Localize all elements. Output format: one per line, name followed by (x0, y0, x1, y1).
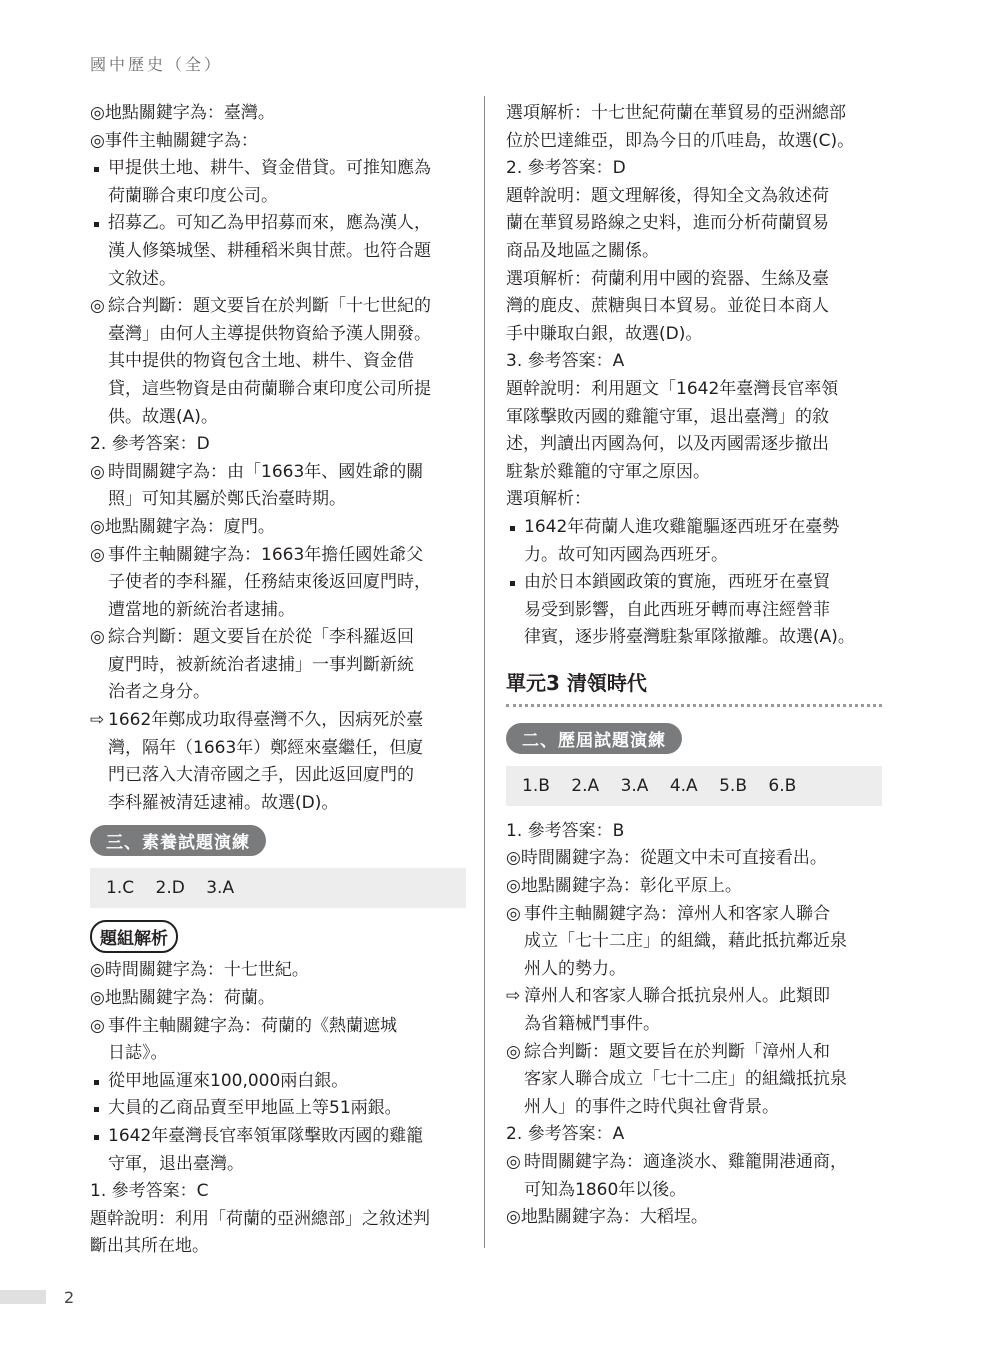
stem-explanation: 題幹說明：利用題文「1642年臺灣長官率領 (506, 378, 839, 399)
bullet-item: 甲提供土地、耕牛、資金借貸。可推知應為 荷蘭聯合東印度公司。 (90, 155, 466, 210)
running-header: 國中歷史（全） (90, 55, 224, 74)
stem-explanation: 蘭在華貿易路線之史料，進而分析荷蘭貿易 (506, 213, 829, 234)
dotted-divider (506, 704, 882, 707)
bullet-icon (94, 1107, 99, 1112)
place-keyword: ◎地點關鍵字為：彰化平原上。 (506, 876, 742, 897)
time-keyword: ◎時間關鍵字為：十七世紀。 (90, 960, 309, 981)
stem-explanation: 軍隊擊敗丙國的雞籠守軍，退出臺灣」的敘 (506, 406, 829, 427)
circle-mark-icon: ◎ (506, 1152, 521, 1172)
right-column (506, 100, 882, 1232)
bullet-icon (94, 1135, 99, 1140)
bullet-item: 由於日本鎖國政策的實施，西班牙在臺貿 易受到影響，自此西班牙轉而專注經營菲 律賓，逐步將臺灣駐紮軍隊撤離。故選(A)。 (506, 569, 882, 652)
answer-key-item: 5.B (719, 775, 747, 796)
group-analysis-title: 題組解析 (90, 920, 178, 953)
answer-heading: 3. 參考答案：A (506, 351, 625, 372)
bullet-icon (94, 222, 99, 227)
time-keyword: ◎ 時間關鍵字為：由「1663年、國姓爺的關 照」可知其屬於鄭氏治臺時期。 (90, 459, 466, 514)
place-keyword: ◎地點關鍵字為：荷蘭。 (90, 988, 275, 1009)
bullet-icon (94, 1080, 99, 1085)
left-column (90, 100, 466, 1261)
page-number-bar (0, 1290, 46, 1304)
place-keyword: ◎地點關鍵字為：大稻埕。 (506, 1207, 708, 1228)
note-item: ⇨ 1662年鄭成功取得臺灣不久，因病死於臺 灣，隔年（1663年）鄭經來臺繼任，但廈 門已落入大清帝國之手，因此返回廈門的 李科羅被清廷逮補。故選(D)。 (90, 707, 466, 817)
option-analysis: 位於巴達維亞，即為今日的爪哇島，故選(C)。 (506, 130, 855, 151)
answer-key-item: 6.B (768, 775, 797, 796)
column-divider (484, 96, 485, 1248)
bullet-icon (510, 526, 515, 531)
stem-explanation: 題幹說明：題文理解後，得知全文為敘述荷 (506, 185, 829, 206)
option-analysis: 選項解析：荷蘭利用中國的瓷器、生絲及臺 (506, 268, 829, 289)
circle-mark-icon: ◎ (90, 296, 105, 317)
circle-mark-icon: ◎ (90, 1015, 105, 1036)
event-keyword: ◎ 事件主軸關鍵字為：1663年擔任國姓爺父 子使者的李科羅，任務結束後返回廈門時， 遭當地的新統治者逮捕。 (90, 542, 466, 625)
circle-mark-icon: ◎ (90, 461, 105, 482)
stem-explanation: 題幹說明：利用「荷蘭的亞洲總部」之敘述判 (90, 1208, 430, 1229)
bullet-item: 1642年荷蘭人進攻雞籠驅逐西班牙在臺勢 力。故可知丙國為西班牙。 (506, 514, 882, 569)
event-keyword: ◎事件主軸關鍵字為： (90, 130, 258, 151)
answer-heading: 2. 參考答案：D (90, 434, 210, 455)
option-analysis: 選項解析：十七世紀荷蘭在華貿易的亞洲總部 (506, 103, 846, 123)
place-keyword: ◎地點關鍵字為：廈門。 (90, 516, 275, 537)
summary-judgment: ◎ 綜合判斷：題文要旨在於判斷「漳州人和 客家人聯合成立「七十二庄」的組織抵抗泉 州人」的事件之時代與社會背景。 (506, 1039, 882, 1122)
answer-heading: 1. 參考答案：B (506, 820, 625, 841)
answer-key-item: 2.D (155, 878, 185, 899)
answer-heading: 2. 參考答案：D (506, 158, 626, 179)
section-title: 二、歷屆試題演練 (506, 723, 682, 754)
arrow-right-icon: ⇨ (506, 986, 521, 1007)
stem-explanation: 述，判讀出丙國為何，以及丙國需逐步撤出 (506, 434, 829, 455)
bullet-icon (510, 581, 515, 586)
answer-key-box (90, 868, 466, 908)
circle-mark-icon: ◎ (506, 903, 521, 924)
answer-key-box (506, 766, 882, 806)
answer-key-item: 3.A (206, 878, 235, 899)
option-analysis: 手中賺取白銀，故選(D)。 (506, 323, 703, 344)
summary-judgment: ◎ 綜合判斷：題文要旨在於從「李科羅返回 廈門時，被新統治者逮捕」一事判斷新統 治者之身分。 (90, 624, 466, 707)
summary-judgment: ◎ 綜合判斷：題文要旨在於判斷「十七世紀的 臺灣」由何人主導提供物資給予漢人開發。 其中提供的物資包含土地、耕牛、資金借 貸，這些物資是由荷蘭聯合東印度公司所提 供。故選(A)。 (90, 293, 466, 431)
event-keyword: ◎ 事件主軸關鍵字為：漳州人和客家人聯合 成立「七十二庄」的組織，藉此抵抗鄰近泉 州人的勢力。 (506, 901, 882, 984)
answer-key-item: 3.A (620, 775, 649, 796)
circle-mark-icon: ◎ (90, 544, 105, 565)
place-keyword: ◎地點關鍵字為：臺灣。 (90, 103, 275, 123)
time-keyword: ◎ 時間關鍵字為：適逢淡水、雞籠開港通商， 可知為1860年以後。 (506, 1149, 882, 1204)
option-analysis: 選項解析： (506, 489, 591, 510)
note-item: ⇨ 漳州人和客家人聯合抵抗泉州人。此類即 為省籍械鬥事件。 (506, 983, 882, 1038)
time-keyword: ◎時間關鍵字為：從題文中未可直接看出。 (506, 848, 827, 869)
bullet-icon (94, 167, 99, 172)
answer-key-item: 4.A (669, 775, 698, 796)
arrow-right-icon: ⇨ (90, 710, 105, 731)
bullet-item: 1642年臺灣長官率領軍隊擊敗丙國的雞籠 守軍，退出臺灣。 (90, 1123, 466, 1178)
page-number: 2 (64, 1288, 75, 1307)
option-analysis: 灣的鹿皮、蔗糖與日本貿易。並從日本商人 (506, 296, 829, 317)
bullet-item: 從甲地區運來100,000兩白銀。 (90, 1068, 466, 1096)
answer-key-item: 2.A (571, 775, 600, 796)
circle-mark-icon: ◎ (90, 627, 105, 648)
answer-key-item: 1.B (522, 775, 550, 796)
stem-explanation: 斷出其所在地。 (90, 1236, 209, 1257)
event-keyword: ◎ 事件主軸關鍵字為：荷蘭的《熱蘭遮城 日誌》。 (90, 1013, 466, 1068)
answer-heading: 2. 參考答案：A (506, 1124, 625, 1145)
section-title: 三、素養試題演練 (90, 825, 266, 856)
answer-heading: 1. 參考答案：C (90, 1181, 209, 1202)
bullet-item: 招募乙。可知乙為甲招募而來，應為漢人， 漢人修築城堡、耕種稻米與甘蔗。也符合題 文敘述。 (90, 210, 466, 293)
circle-mark-icon: ◎ (506, 1041, 521, 1062)
stem-explanation: 商品及地區之關係。 (506, 240, 659, 261)
answer-key-item: 1.C (106, 878, 135, 899)
bullet-item: 大員的乙商品賣至甲地區上等51兩銀。 (90, 1095, 466, 1123)
unit-title: 單元3 清領時代 (506, 670, 647, 695)
stem-explanation: 駐紮於雞籠的守軍之原因。 (506, 461, 710, 482)
